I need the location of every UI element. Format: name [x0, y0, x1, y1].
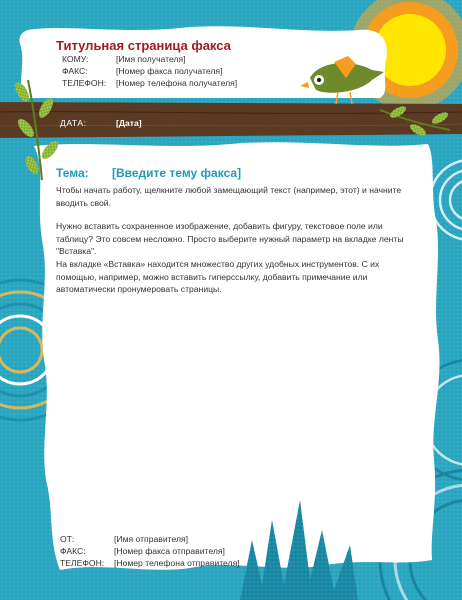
- subject-label: Тема:: [56, 166, 89, 180]
- from-label: ОТ:: [60, 534, 75, 544]
- body-paragraph-2[interactable]: Нужно вставить сохраненное изображение, добавить фигуру, текстовое поле или таблицу? Это совсем несложно. Просто выберите нужный параметр на вкладке ленты "Вставка".: [56, 221, 404, 256]
- fax-label: ФАКС:: [62, 66, 88, 76]
- body-paragraph-3[interactable]: На вкладке «Вставка» находится множество других удобных инструментов. С их помощью, например, можно вставить гиперссылку, добавить примечание или автоматически пронумеровать страницы.: [56, 259, 380, 294]
- fax-field[interactable]: [Номер факса получателя]: [116, 66, 223, 76]
- sender-phone-label: ТЕЛЕФОН:: [60, 558, 105, 568]
- body-paragraph-1[interactable]: Чтобы начать работу, щелкните любой замещающий текст (например, этот) и начните вводить свой.: [56, 185, 402, 208]
- date-field[interactable]: [Дата]: [116, 118, 142, 128]
- sender-phone-field[interactable]: [Номер телефона отправителя]: [114, 558, 240, 568]
- from-field[interactable]: [Имя отправителя]: [114, 534, 189, 544]
- phone-field[interactable]: [Номер телефона получателя]: [116, 78, 238, 88]
- fax-title: Титульная страница факса: [56, 38, 231, 53]
- sender-fax-label: ФАКС:: [60, 546, 86, 556]
- sender-fax-field[interactable]: [Номер факса отправителя]: [114, 546, 225, 556]
- phone-label: ТЕЛЕФОН:: [62, 78, 107, 88]
- subject-field[interactable]: [Введите тему факса]: [112, 166, 242, 180]
- date-label: ДАТА:: [60, 118, 87, 128]
- to-label: КОМУ:: [62, 54, 89, 64]
- to-field[interactable]: [Имя получателя]: [116, 54, 186, 64]
